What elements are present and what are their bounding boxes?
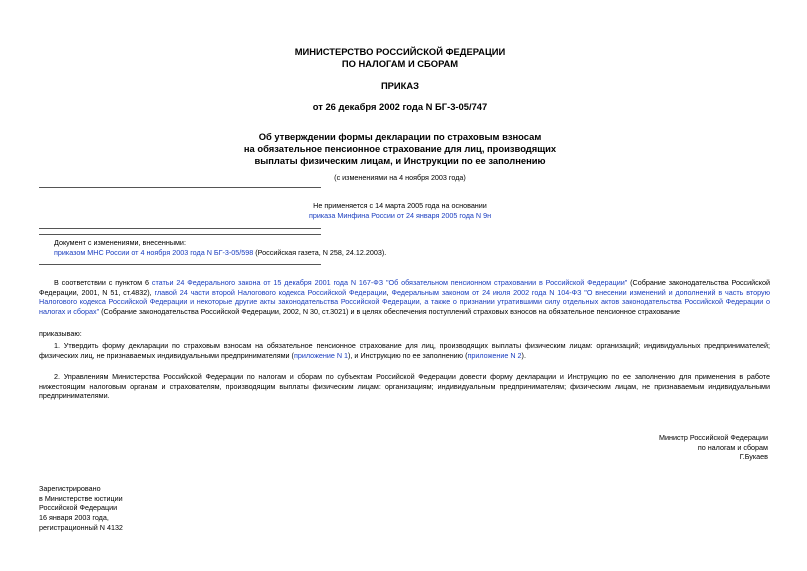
order-item-2: 2. Управлениям Министерства Российской Федерации по налогам и сборам по субъектам Российской Федерации довести форму декларации и Инструкцию по ее заполнению для применения в работе нижестоящим налоговым органам и страхователям, производящим выплаты физическим лицам: организациям; индивидуальным предпринимателям; физическим лицам, не признаваемым индивидуальными предпринимателями. <box>39 372 770 401</box>
changes-tail: (Российская газета, N 258, 24.12.2003). <box>253 247 387 257</box>
title-line-3: выплаты физическим лицам, и Инструкции по ее заполнению <box>254 155 546 167</box>
ministry-line-1: МИНИСТЕРСТВО РОССИЙСКОЙ ФЕДЕРАЦИИ <box>294 46 506 57</box>
preamble-text: (Собрание законодательства Российской Федерации, 2001, N 51, ст.4832), <box>39 278 770 297</box>
preamble-link-law-167[interactable]: статьи 24 Федерального закона от 15 декабря 2001 года N 167-ФЗ "Об обязательном пенсионном страховании в Российской Федерации" <box>151 278 628 287</box>
signature-line-2: по налогам и сборам <box>697 442 768 452</box>
doc-type: ПРИКАЗ <box>380 80 420 91</box>
signature-line-1: Министр Российской Федерации <box>658 433 768 442</box>
signature-name: Г.Букаев <box>739 452 768 462</box>
separator-rule <box>39 234 321 235</box>
signature-block <box>659 433 768 462</box>
appendix-1-link[interactable]: приложение N 1 <box>293 350 349 360</box>
ministry-heading <box>180 46 620 70</box>
notice-text: Не применяется с 14 марта 2005 года на основании <box>313 201 487 210</box>
item-text: ), и Инструкцию по ее заполнению ( <box>348 350 468 360</box>
doc-date-number: от 26 декабря 2002 года N БГ-3-05/747 <box>312 101 488 112</box>
appendix-2-link[interactable]: приложение N 2 <box>467 350 522 360</box>
doc-title <box>140 131 660 168</box>
item-text: 1. Утвердить форму декларации по страховым взносам на обязательное пенсионное страхование для лиц, производящих выплаты физическим лицам: организаций; индивидуальных предпринимателей; физических лиц, не признаваемых индивидуальными предпринимателями ( <box>39 341 770 360</box>
preamble-text: , <box>386 287 392 297</box>
preamble-link-law-104[interactable]: Федеральным законом от 24 июля 2002 года N 104-ФЗ "О внесении изменений и дополнений в часть вторую Налогового кодекса Российской Федерации и некоторые другие акты законодательства Российской Федерации, а также о признании утратившими силу отдельных актов законодательства Российской Федерации о налогах и сборах" <box>39 287 770 317</box>
preamble-link-tax-code[interactable]: главой 24 части второй Налогового кодекса Российской Федерации <box>154 287 387 297</box>
registration-line-1: Зарегистрировано <box>39 484 101 493</box>
order-item-1 <box>39 341 770 360</box>
preamble-text: В соответствии с пунктом 6 <box>54 278 152 287</box>
registration-block <box>39 484 123 533</box>
amended-note: (с изменениями на 4 ноября 2003 года) <box>334 173 466 182</box>
registration-line-5: регистрационный N 4132 <box>39 522 123 532</box>
ministry-line-2: ПО НАЛОГАМ И СБОРАМ <box>341 58 459 70</box>
separator-rule <box>39 264 321 265</box>
notice-link[interactable]: приказа Минфина России от 24 января 2005 года N 9н <box>308 210 492 220</box>
changes-link[interactable]: приказом МНС России от 4 ноября 2003 года N БГ-3-05/598 <box>54 247 254 257</box>
changes-block <box>54 238 754 257</box>
preamble-text: (Собрание законодательства Российской Федерации, 2002, N 30, ст.3021) и в целях обеспечения поступлений страховых взносов на обязательное пенсионное страхование <box>99 307 680 317</box>
item-text: ). <box>521 350 526 360</box>
title-line-1: Об утверждении формы декларации по страховым взносам <box>258 131 542 142</box>
title-line-2: на обязательное пенсионное страхование для лиц, производящих <box>243 143 557 155</box>
changes-label: Документ с изменениями, внесенными: <box>54 238 186 247</box>
registration-line-3: Российской Федерации <box>39 503 118 513</box>
order-word: приказываю: <box>39 329 82 338</box>
separator-rule <box>39 187 321 188</box>
registration-line-4: 16 января 2003 года, <box>39 513 109 523</box>
registration-line-2: в Министерстве юстиции <box>39 493 123 503</box>
preamble-paragraph <box>39 278 770 317</box>
changes-line <box>54 248 754 258</box>
inapplicable-notice <box>180 201 620 220</box>
separator-rule <box>39 228 321 229</box>
